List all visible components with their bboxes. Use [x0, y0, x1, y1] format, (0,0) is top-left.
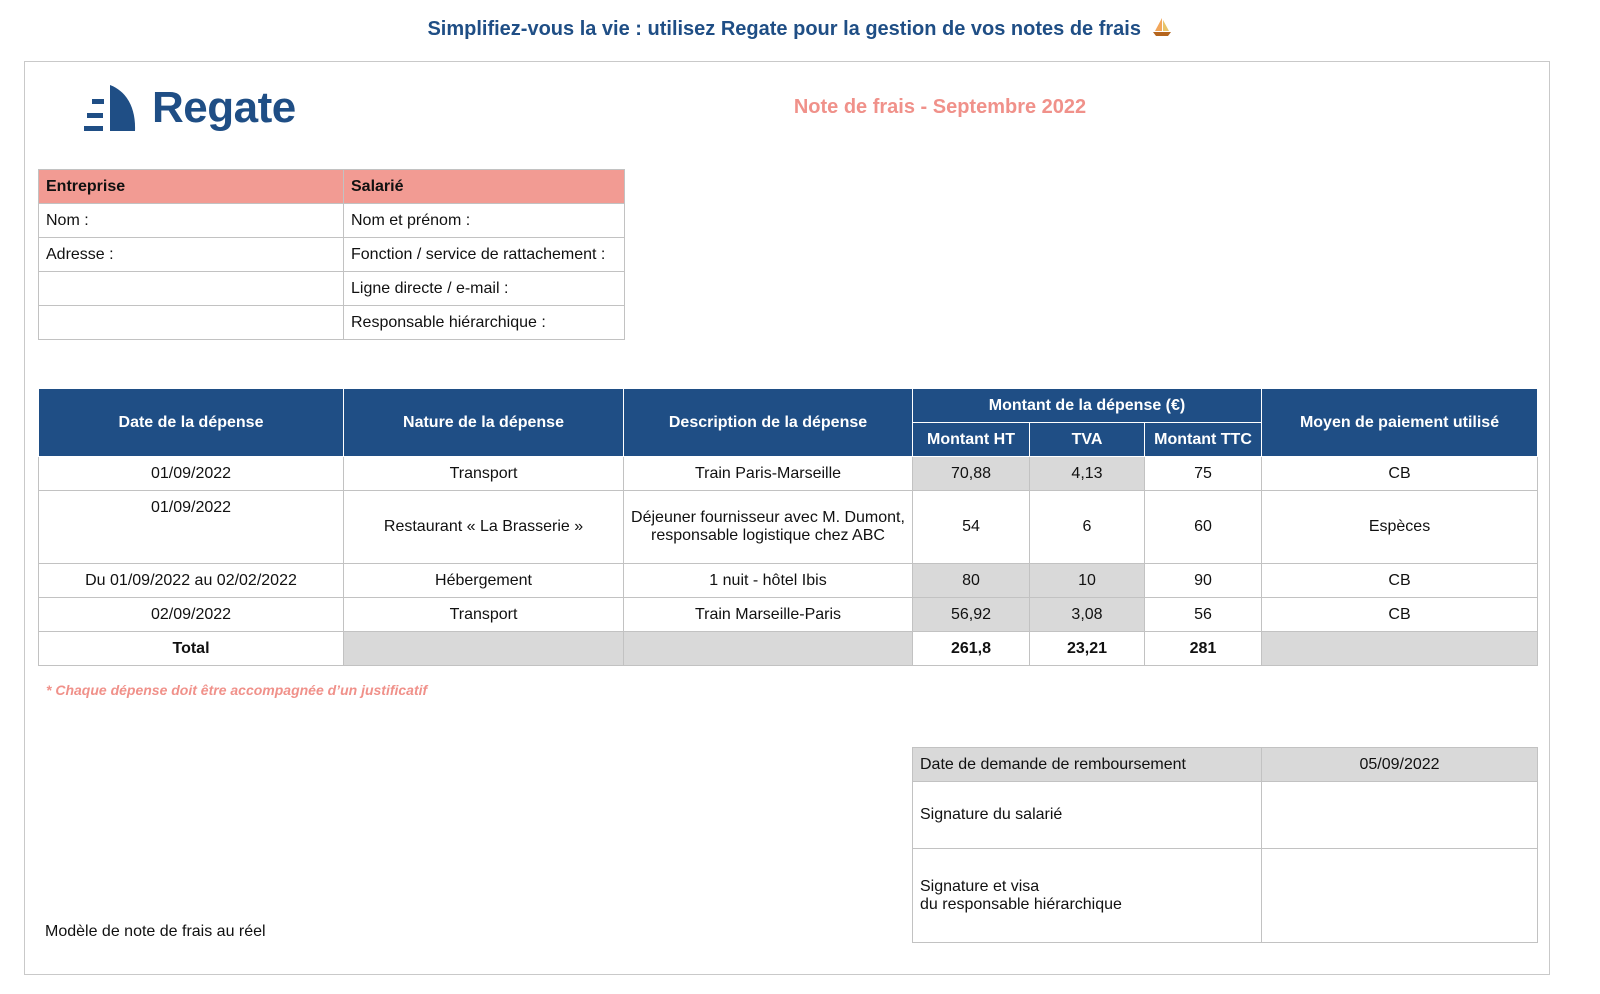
manager-signature-label-line1: Signature et visa — [920, 877, 1040, 895]
banner-text: Simplifiez-vous la vie : utilisez Regate pour la gestion de vos notes de frais — [427, 18, 1141, 40]
expense-tva-cell[interactable]: 3,08 — [1030, 598, 1145, 632]
expense-nature-cell[interactable]: Hébergement — [344, 564, 624, 598]
total-row — [39, 632, 1538, 666]
info-row — [39, 306, 625, 340]
table-row — [39, 598, 1538, 632]
info-row — [39, 204, 625, 238]
sailboat-icon — [1151, 16, 1173, 44]
company-address-field[interactable]: Adresse : — [39, 238, 344, 272]
expense-ht-cell[interactable]: 70,88 — [913, 457, 1030, 491]
table-row — [39, 564, 1538, 598]
expense-nature-cell[interactable]: Restaurant « La Brasserie » — [344, 491, 624, 564]
expense-header-row — [39, 389, 1538, 423]
table-row — [39, 491, 1538, 564]
description-column-header: Description de la dépense — [624, 389, 913, 457]
amount-group-header: Montant de la dépense (€) — [913, 389, 1262, 423]
expense-tva-cell[interactable]: 10 — [1030, 564, 1145, 598]
expense-date-cell[interactable]: 01/09/2022 — [39, 491, 344, 564]
expense-tva-cell[interactable]: 6 — [1030, 491, 1145, 564]
total-empty-cell — [1262, 632, 1538, 666]
footer-caption: Modèle de note de frais au réel — [45, 923, 266, 940]
logo-text: Regate — [152, 83, 296, 132]
expense-description-cell[interactable]: Train Marseille-Paris — [624, 598, 913, 632]
total-tva-cell: 23,21 — [1030, 632, 1145, 666]
employee-header: Salarié — [344, 170, 625, 204]
company-extra-field[interactable] — [39, 306, 344, 340]
expense-ttc-cell[interactable]: 75 — [1145, 457, 1262, 491]
receipt-note: * Chaque dépense doit être accompagnée d’un justificatif — [46, 682, 428, 698]
request-date-label: Date de demande de remboursement — [913, 748, 1262, 782]
total-ttc-cell: 281 — [1145, 632, 1262, 666]
regate-logo — [84, 83, 296, 139]
expense-date-cell[interactable]: 02/09/2022 — [39, 598, 344, 632]
table-row — [39, 457, 1538, 491]
employee-contact-field[interactable]: Ligne directe / e-mail : — [344, 272, 625, 306]
request-date-row — [913, 748, 1538, 782]
employee-signature-label: Signature du salarié — [913, 782, 1262, 849]
employee-name-field[interactable]: Nom et prénom : — [344, 204, 625, 238]
expense-date-cell[interactable]: 01/09/2022 — [39, 457, 344, 491]
total-label: Total — [39, 632, 344, 666]
tva-column-header: TVA — [1030, 423, 1145, 457]
expense-payment-cell[interactable]: CB — [1262, 564, 1538, 598]
employee-signature-field[interactable] — [1262, 782, 1538, 849]
nature-column-header: Nature de la dépense — [344, 389, 624, 457]
expense-date-cell[interactable]: Du 01/09/2022 au 02/02/2022 — [39, 564, 344, 598]
expense-tva-cell[interactable]: 4,13 — [1030, 457, 1145, 491]
date-column-header: Date de la dépense — [39, 389, 344, 457]
expense-description-cell[interactable]: Train Paris-Marseille — [624, 457, 913, 491]
manager-signature-label — [913, 849, 1262, 943]
info-header-row — [39, 170, 625, 204]
manager-signature-row — [913, 849, 1538, 943]
expense-payment-cell[interactable]: CB — [1262, 457, 1538, 491]
company-employee-info-table — [38, 169, 625, 340]
company-name-field[interactable]: Nom : — [39, 204, 344, 238]
request-date-value[interactable]: 05/09/2022 — [1262, 748, 1538, 782]
expense-ht-cell[interactable]: 54 — [913, 491, 1030, 564]
expense-description-cell[interactable]: 1 nuit - hôtel Ibis — [624, 564, 913, 598]
expense-nature-cell[interactable]: Transport — [344, 457, 624, 491]
expense-payment-cell[interactable]: Espèces — [1262, 491, 1538, 564]
ttc-column-header: Montant TTC — [1145, 423, 1262, 457]
payment-column-header: Moyen de paiement utilisé — [1262, 389, 1538, 457]
expense-table — [38, 388, 1538, 666]
company-address-line2-field[interactable] — [39, 272, 344, 306]
company-header: Entreprise — [39, 170, 344, 204]
info-row — [39, 238, 625, 272]
expense-nature-cell[interactable]: Transport — [344, 598, 624, 632]
expense-description-cell[interactable]: Déjeuner fournisseur avec M. Dumont, responsable logistique chez ABC — [624, 491, 913, 564]
expense-payment-cell[interactable]: CB — [1262, 598, 1538, 632]
expense-ttc-cell[interactable]: 60 — [1145, 491, 1262, 564]
logo-mark-icon — [84, 85, 140, 137]
employee-manager-field[interactable]: Responsable hiérarchique : — [344, 306, 625, 340]
employee-function-field[interactable]: Fonction / service de rattachement : — [344, 238, 625, 272]
total-ht-cell: 261,8 — [913, 632, 1030, 666]
expense-ht-cell[interactable]: 80 — [913, 564, 1030, 598]
document-title: Note de frais - Septembre 2022 — [793, 96, 1087, 118]
promo-banner — [0, 16, 1600, 44]
manager-signature-label-line2: du responsable hiérarchique — [920, 895, 1122, 913]
ht-column-header: Montant HT — [913, 423, 1030, 457]
signature-table — [912, 747, 1538, 943]
expense-ttc-cell[interactable]: 90 — [1145, 564, 1262, 598]
employee-signature-row — [913, 782, 1538, 849]
expense-ttc-cell[interactable]: 56 — [1145, 598, 1262, 632]
info-row — [39, 272, 625, 306]
total-empty-cell — [344, 632, 624, 666]
expense-ht-cell[interactable]: 56,92 — [913, 598, 1030, 632]
total-empty-cell — [624, 632, 913, 666]
manager-signature-field[interactable] — [1262, 849, 1538, 943]
